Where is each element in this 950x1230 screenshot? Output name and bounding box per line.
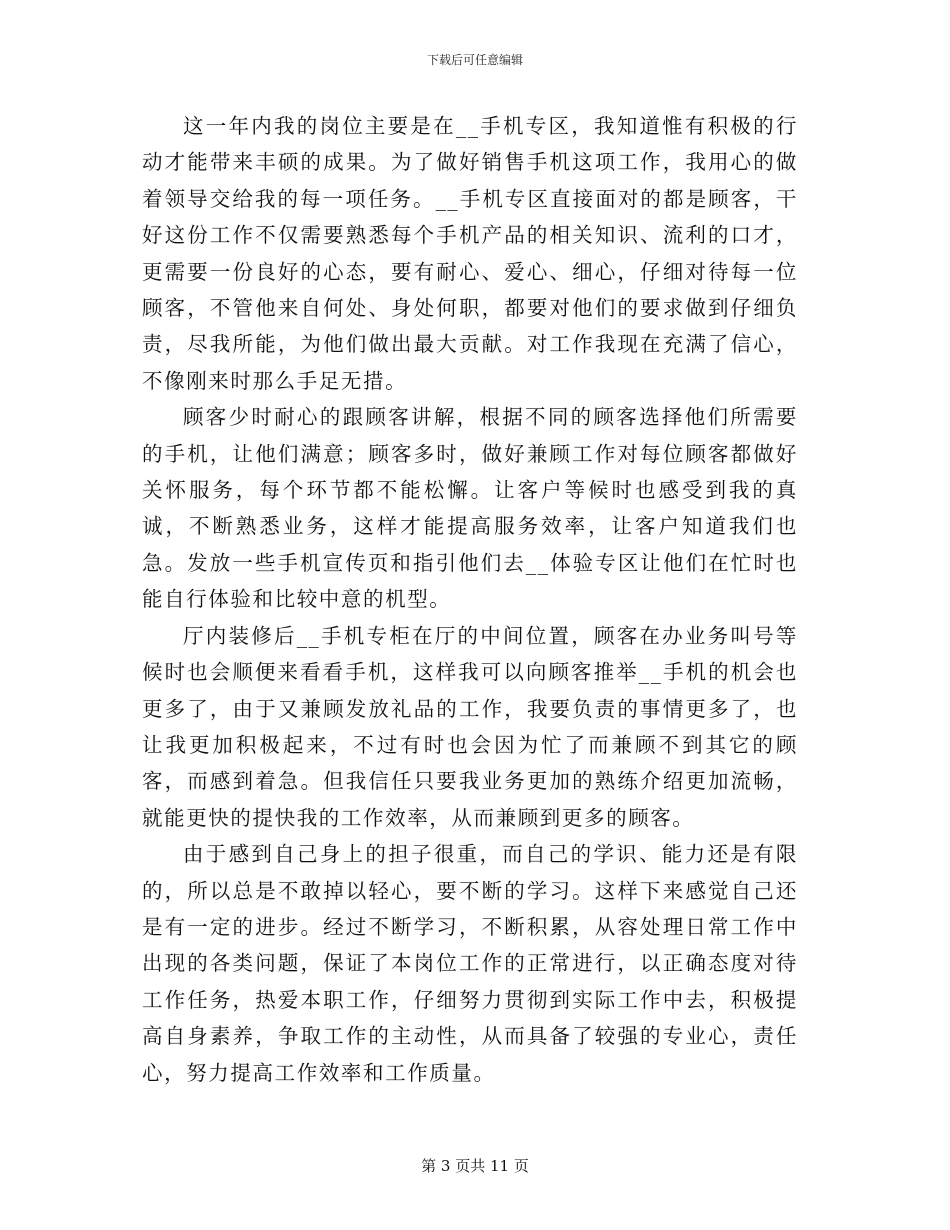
- document-body: [142, 108, 798, 1091]
- paragraph-1: 这一年内我的岗位主要是在__手机专区，我知道惟有积极的行动才能带来丰硕的成果。为了做好销售手机这项工作，我用心的做着领导交给我的每一项任务。__手机专区直接面对的都是顾客，干好这份工作不仅需要熟悉每个手机产品的相关知识、流利的口才，更需要一份良好的心态，要有耐心、爱心、细心，仔细对待每一位顾客，不管他来自何处、身处何职，都要对他们的要求做到仔细负责，尽我所能，为他们做出最大贡献。对工作我现在充满了信心，不像刚来时那么手足无措。: [142, 114, 798, 393]
- page-header: 下载后可任意编辑: [426, 53, 523, 67]
- paragraph-4: 由于感到自己身上的担子很重，而自己的学识、能力还是有限的，所以总是不敢掉以轻心，要不断的学习。这样下来感觉自己还是有一定的进步。经过不断学习，不断积累，从容处理日常工作中出现的各类问题，保证了本岗位工作的正常进行，以正确态度对待工作任务，热爱本职工作，仔细努力贯彻到实际工作中去，积极提高自身素养，争取工作的主动性，从而具备了较强的专业心，责任心，努力提高工作效率和工作质量。: [142, 842, 798, 1085]
- page-footer: 第 3 页共 11 页: [421, 1157, 529, 1175]
- paragraph-2: 顾客少时耐心的跟顾客讲解，根据不同的顾客选择他们所需要的手机，让他们满意；顾客多时，做好兼顾工作对每位顾客都做好关怀服务，每个环节都不能松懈。让客户等候时也感受到我的真诚，不断熟悉业务，这样才能提高服务效率，让客户知道我们也急。发放一些手机宣传页和指引他们去__体验专区让他们在忙时也能自行体验和比较中意的机型。: [142, 405, 798, 612]
- paragraph-3: 厅内装修后__手机专柜在厅的中间位置，顾客在办业务叫号等候时也会顺便来看看手机，这样我可以向顾客推举__手机的机会也更多了，由于又兼顾发放礼品的工作，我要负责的事情更多了，也让我更加积极起来，不过有时也会因为忙了而兼顾不到其它的顾客，而感到着急。但我信任只要我业务更加的熟练介绍更加流畅，就能更快的提快我的工作效率，从而兼顾到更多的顾客。: [142, 623, 798, 830]
